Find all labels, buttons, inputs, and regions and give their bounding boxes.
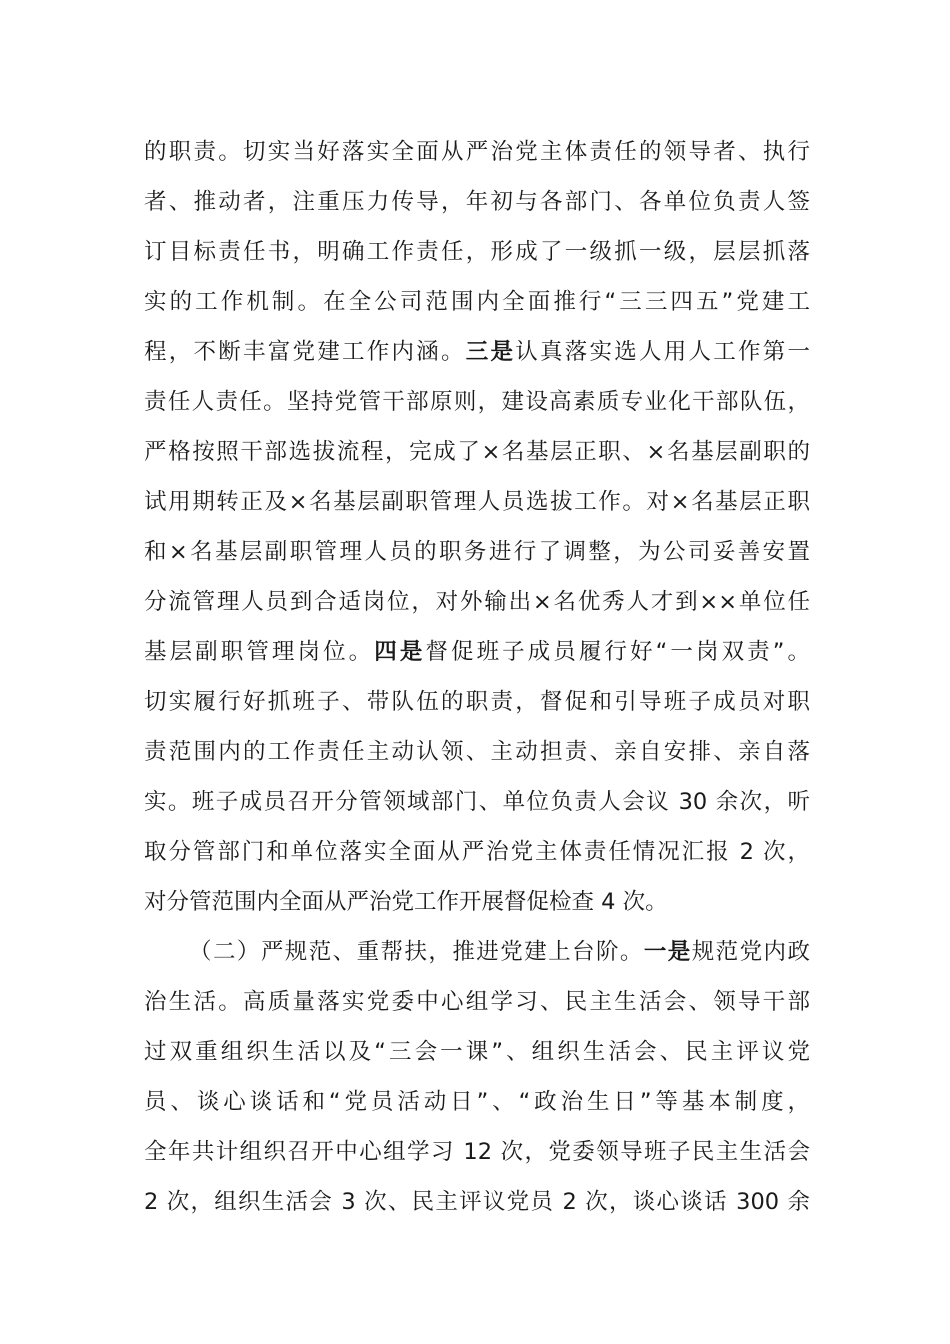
- text-line: [144, 827, 810, 877]
- text-line: [144, 1077, 810, 1127]
- text-line: [144, 127, 810, 177]
- bold-text-segment: 三是: [465, 339, 516, 365]
- bold-text-segment: 四是: [374, 639, 426, 665]
- text-segment: 分流管理人员到合适岗位，对外输出×名优秀人才到××单位任: [144, 589, 810, 615]
- text-segment: 订目标责任书，明确工作责任，形成了一级抓一级，层层抓落: [144, 239, 810, 265]
- text-segment: 严格按照干部选拔流程，完成了×名基层正职、×名基层副职的: [144, 439, 810, 465]
- text-segment: 过双重组织生活以及“三会一课”、组织生活会、民主评议党: [144, 1039, 810, 1065]
- text-line: [144, 1127, 810, 1177]
- text-segment: 2 次，组织生活会 3 次、民主评议党员 2 次，谈心谈话 300 余: [144, 1189, 810, 1215]
- text-segment: 治生活。高质量落实党委中心组学习、民主生活会、领导干部: [144, 989, 810, 1015]
- text-line: [144, 677, 810, 727]
- text-line: [144, 327, 810, 377]
- text-segment: 对分管范围内全面从严治党工作开展督促检查 4 次。: [144, 889, 668, 915]
- text-line: [144, 777, 810, 827]
- text-line: [144, 477, 810, 527]
- text-line: [144, 527, 810, 577]
- text-segment: 的职责。切实当好落实全面从严治党主体责任的领导者、执行: [144, 139, 810, 165]
- text-segment: 责范围内的工作责任主动认领、主动担责、亲自安排、亲自落: [144, 739, 810, 765]
- text-line: [144, 977, 810, 1027]
- text-segment: 全年共计组织召开中心组学习 12 次，党委领导班子民主生活会: [144, 1139, 810, 1165]
- text-segment: 和×名基层副职管理人员的职务进行了调整，为公司妥善安置: [144, 539, 810, 565]
- text-segment: 员、谈心谈话和“党员活动日”、“政治生日”等基本制度，: [144, 1089, 810, 1115]
- text-line: [144, 227, 810, 277]
- text-line: [144, 427, 810, 477]
- text-segment: 切实履行好抓班子、带队伍的职责，督促和引导班子成员对职: [144, 689, 810, 715]
- document-body-text: [144, 127, 810, 1227]
- text-line: [144, 727, 810, 777]
- text-segment: 责任人责任。坚持党管干部原则，建设高素质专业化干部队伍，: [144, 389, 810, 415]
- text-line: [144, 377, 810, 427]
- text-line: [144, 627, 810, 677]
- text-line: [144, 577, 810, 627]
- text-line: [144, 927, 810, 977]
- text-segment: 认真落实选人用人工作第一: [515, 339, 810, 365]
- text-line: [144, 177, 810, 227]
- text-segment: 实。班子成员召开分管领域部门、单位负责人会议 30 余次，听: [144, 789, 810, 815]
- text-segment: 取分管部门和单位落实全面从严治党主体责任情况汇报 2 次，: [144, 839, 810, 865]
- text-line: [144, 1177, 810, 1227]
- text-segment: 基层副职管理岗位。: [144, 639, 375, 665]
- text-segment: 者、推动者，注重压力传导，年初与各部门、各单位负责人签: [144, 189, 810, 215]
- text-segment: 督促班子成员履行好“一岗双责”。: [425, 639, 810, 665]
- text-segment: 试用期转正及×名基层副职管理人员选拔工作。对×名基层正职: [144, 489, 810, 515]
- text-segment: 程，不断丰富党建工作内涵。: [144, 339, 466, 365]
- text-line: [144, 1027, 810, 1077]
- text-line: [144, 877, 810, 927]
- text-segment: 实的工作机制。在全公司范围内全面推行“三三四五”党建工: [144, 289, 810, 315]
- text-segment: （二）严规范、重帮扶，推进党建上台阶。: [189, 939, 644, 965]
- text-line: [144, 277, 810, 327]
- bold-text-segment: 一是: [643, 939, 692, 965]
- text-segment: 规范党内政: [691, 939, 810, 965]
